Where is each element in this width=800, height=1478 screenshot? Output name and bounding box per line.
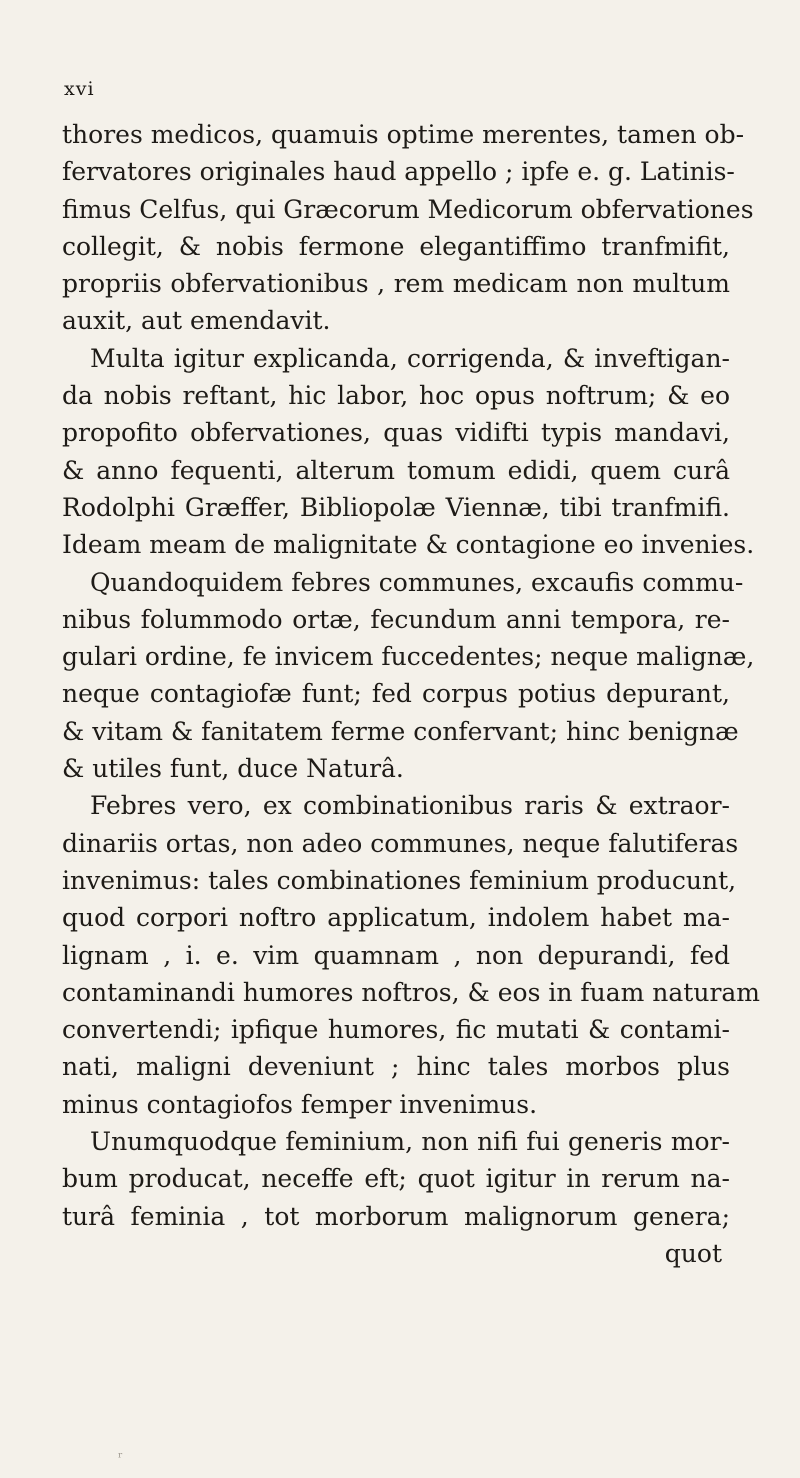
text-line: convertendi; ipfique humores, fic mutati & contami- — [62, 1015, 730, 1045]
text-line: fimus Celfus, qui Græcorum Medicorum obfervationes — [62, 194, 754, 224]
text-line: minus contagiofos femper invenimus. — [62, 1089, 538, 1119]
text-line: Febres vero, ex combinationibus raris & extraor- — [90, 791, 730, 821]
text-line: neque contagiofæ funt; fed corpus potius depurant, — [62, 679, 730, 709]
text-line: & anno fequenti, alterum tomum edidi, quem curâ — [62, 455, 730, 485]
text-line: bum producat, neceffe eft; quot igitur in rerum na- — [62, 1164, 730, 1194]
text-line: Unumquodque feminium, non nifi fui generis mor- — [90, 1127, 730, 1157]
text-line: nibus folummodo ortæ, fecundum anni tempora, re- — [62, 604, 730, 634]
catchword: quot — [664, 1238, 722, 1268]
text-line: Quandoquidem febres communes, excaufis commu- — [90, 567, 744, 597]
text-line: propriis obfervationibus , rem medicam non multum — [62, 269, 730, 299]
text-line: nati, maligni deveniunt ; hinc tales morbos plus — [62, 1052, 730, 1082]
text-line: collegit, & nobis fermone elegantiffimo tranfmifit, — [62, 231, 730, 261]
text-line: invenimus: tales combinationes feminium producunt, — [62, 865, 737, 895]
text-line: lignam , i. e. vim quamnam , non depurandi, fed — [62, 940, 730, 970]
print-speck: ʳ — [118, 1450, 123, 1466]
text-line: & vitam & fanitatem ferme confervant; hinc benignæ — [62, 716, 739, 746]
text-line: auxit, aut emendavit. — [62, 306, 331, 336]
text-line: da nobis reftant, hic labor, hoc opus noftrum; & eo — [62, 381, 730, 411]
text-line: thores medicos, quamuis optime merentes, tamen ob- — [62, 120, 745, 149]
text-line: turâ feminia , tot morborum malignorum genera; — [62, 1201, 730, 1231]
text-line: propofito obfervationes, quas vidifti typis mandavi, — [62, 418, 730, 448]
text-line: dinariis ortas, non adeo communes, neque falutiferas — [62, 828, 739, 858]
text-line: Rodolphi Græffer, Bibliopolæ Viennæ, tibi tranfmifi. — [62, 492, 730, 522]
text-line: Ideam meam de malignitate & contagione eo invenies. — [62, 530, 755, 560]
body-text — [62, 116, 761, 1272]
text-line: gulari ordine, fe invicem fuccedentes; neque malignæ, — [62, 642, 755, 672]
page-number: xvi — [64, 78, 95, 100]
text-line: & utiles funt, duce Naturâ. — [62, 754, 404, 784]
text-line: contaminandi humores noftros, & eos in fuam naturam — [62, 977, 761, 1007]
text-line: Multa igitur explicanda, corrigenda, & inveftigan- — [90, 343, 730, 373]
text-line: fervatores originales haud appello ; ipfe e. g. Latinis- — [62, 157, 735, 187]
text-line: quod corpori noftro applicatum, indolem habet ma- — [62, 903, 730, 933]
